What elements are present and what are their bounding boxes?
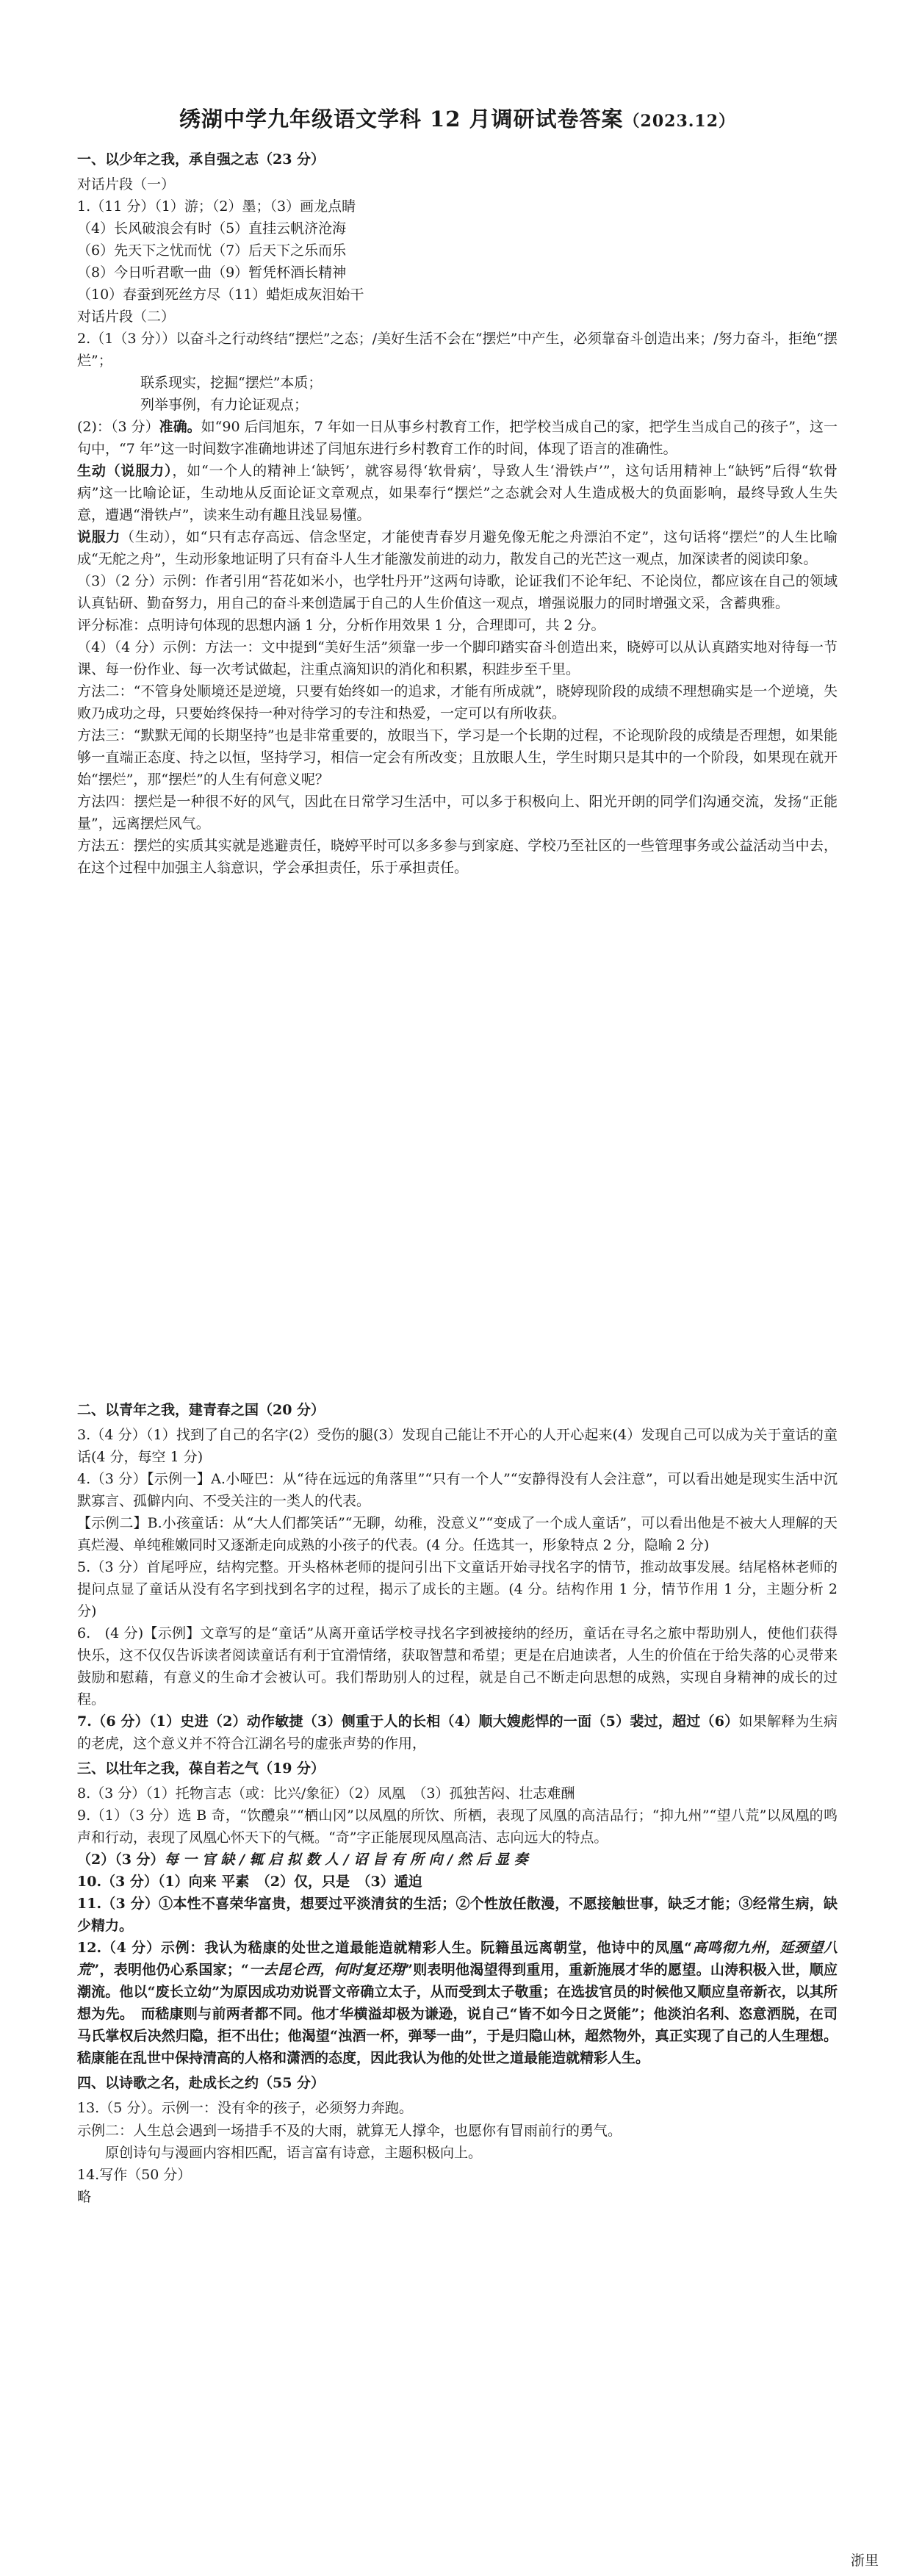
answer-paragraph: 4.（3 分）【示例一】A.小哑巴：从“待在远远的角落里”“只有一个人”“安静得没有人会注意”，可以看出她是现实生活中沉默寡言、孤僻内向、不受关注的一类人的代表。	[77, 1471, 838, 1510]
answer-paragraph: 方法三：“默默无闻的长期坚持”也是非常重要的，放眼当下，学习是一个长期的过程，不论现阶段的成绩是否理想，如果能够一直端正态度、持之以恒，坚持学习，相信一定会有所改变；且放眼人生，学生时期只是其中的一个阶段，如果现在就开始“摆烂”，那“摆烂”的人生有何意义呢？	[77, 727, 838, 788]
poem-quote: 一去昆仑西，何时复还翔	[248, 1962, 406, 1979]
answer-paragraph	[77, 416, 838, 460]
answer-line: （10）春蚕到死丝方尽（11）蜡炬成灰泪始干	[77, 286, 364, 303]
answer-paragraph: 略	[77, 2188, 92, 2205]
title-main: 绣湖中学九年级语文学科 12 月调研试卷答案	[179, 107, 624, 132]
answer-sheet-bottom	[77, 1396, 838, 2208]
dialogue-label: 对话片段（一）	[77, 176, 176, 193]
answer-text: ，如“一个人的精神上‘缺钙’，就容易得‘软骨病’，导致人生‘滑铁卢’”，这句话用精神上“缺钙”后得“软骨病”这一比喻论证，生动地从反面论证文章观点，如果奉行“摆烂”之态就会对人生造成极大的负面影响，最终导致人生失意，遭遇“滑铁卢”，读来生动有趣且浅显易懂。	[77, 463, 838, 524]
poem-quote: 高鸣彻九州，延颈望八荒	[77, 1940, 838, 1979]
answer-paragraph: （4）（4 分）示例：方法一：文中提到“美好生活”须靠一步一个脚印踏实奋斗创造出来，晓婷可以从认真踏实地对待每一节课、每一份作业、每一次考试做起，注重点滴知识的消化和积累，积跬步至千里。	[77, 639, 838, 678]
answer-text: 12.（4 分）示例：我认为嵇康的处世之道最能造就精彩人生。阮籍虽远离朝堂，他诗中的凤凰“	[77, 1940, 693, 1957]
answer-paragraph	[77, 526, 838, 570]
section-heading: 三、以壮年之我，葆自若之气（19 分）	[77, 1760, 325, 1777]
answer-line: （6）先天下之忧而忧（7）后天下之乐而乐	[77, 242, 347, 259]
answer-paragraph	[77, 1937, 838, 2069]
title-date: （2023.12）	[623, 112, 736, 131]
answer-text: ”，表明他仍心系国家；“	[91, 1962, 249, 1979]
answer-paragraph: 8.（3 分）（1）托物言志（或：比兴/象征）（2）凤凰 （3）孤独苦闷、壮志难酬	[77, 1785, 575, 1802]
answer-paragraph	[77, 1849, 838, 1871]
answer-paragraph: 方法四：摆烂是一种很不好的风气，因此在日常学习生活中，可以多于积极向上、阳光开朗的同学们沟通交流，发扬“正能量”，远离摆烂风气。	[77, 794, 838, 832]
answer-line: （4）长风破浪会有时（5）直挂云帆济沧海	[77, 220, 347, 237]
answer-line: 1.（11 分）（1）游；（2）墨；（3）画龙点睛	[77, 198, 356, 215]
answer-paragraph: 原创诗句与漫画内容相匹配，语言富有诗意，主题积极向上。	[105, 2144, 483, 2161]
answer-paragraph: 3.（4 分）（1）找到了自己的名字(2）受伤的腿(3）发现自己能让不开心的人开心起来(4）发现自己可以成为关于童话的童话(4 分，每空 1 分)	[77, 1427, 838, 1466]
answer-line: 联系现实，挖掘“摆烂”本质；	[140, 374, 323, 391]
footer-mark: 浙里	[850, 2552, 879, 2569]
answer-lead: (2)：（3 分）	[77, 419, 159, 435]
answer-keyword: 说服力	[77, 529, 121, 546]
answer-paragraph: 11.（3 分）①本性不喜荣华富贵，想要过平淡清贫的生活；②个性放任散漫，不愿接触世事，缺乏才能；③经常生病，缺少精力。	[77, 1896, 838, 1935]
answer-paragraph: 9.（1）（3 分）选 B 奇，“饮醴泉”“栖山冈”以凤凰的所饮、所栖，表现了凤凰的高洁品行；“抑九州”“望八荒”以凤凰的鸣声和行动，表现了凤凰心怀天下的气概。“奇”字正能展现凤凰高洁、志向远大的特点。	[77, 1807, 838, 1846]
answer-text: 如“90 后闫旭东，7 年如一日从事乡村教育工作，把学校当成自己的家，把学生当成自己的孩子”，这一句中，“7 年”这一时间数字准确地讲述了闫旭东进行乡村教育工作的时间，体现了语言的准确性。	[77, 419, 838, 458]
answer-paragraph: 5.（3 分）首尾呼应，结构完整。开头格林老师的提问引出下文童话开始寻找名字的情节，推动故事发展。结尾格林老师的提问点显了童话从没有名字到找到名字的过程，揭示了成长的主题。(4 分。结构作用 1 分，情节作用 1 分，主题分析 2 分)	[77, 1559, 838, 1620]
answer-paragraph: 10.（3 分）（1）向来 平素 （2）仅，只是 （3）遁迫	[77, 1874, 422, 1890]
answer-text: 如果解释为生病的老虎，这个意义并不符合江湖名号的虚张声势的作用，	[77, 1713, 838, 1752]
answer-line: 列举事例，有力论证观点；	[140, 396, 309, 413]
answer-paragraph: 14.写作（50 分）	[77, 2166, 192, 2183]
section-heading: 二、以青年之我，建青春之国（20 分）	[77, 1402, 325, 1418]
answer-paragraph: 方法五：摆烂的实质其实就是逃避责任，晓婷平时可以多多参与到家庭、学校乃至社区的一些管理事务或公益活动当中去，在这个过程中加强主人翁意识，学会承担责任，乐于承担责任。	[77, 838, 838, 877]
answer-paragraph	[77, 460, 838, 526]
answer-lead: （2）（3 分）	[77, 1852, 165, 1868]
answer-paragraph: 6. (4 分)【示例】文章写的是“童话”从离开童话学校寻找名字到被接纳的经历，童话在寻名之旅中帮助别人，使他们获得快乐，这不仅仅告诉读者阅读童话有利于宜滑情绪，获取智慧和希望；更是在启迪读者，人生的价值在于给失落的心灵带来鼓励和慰藉，有意义的生命才会被认可。我们帮助别人的过程，就是自己不断走向思想的成熟，实现自身精神的成长的过程。	[77, 1625, 838, 1708]
answer-paragraph: （3）（2 分）示例：作者引用“苔花如米小，也学牡丹开”这两句诗歌，论证我们不论年纪、不论岗位，都应该在自己的领域认真钻研、勤奋努力，用自己的奋斗来创造属于自己的人生价值这一观点，增强说服力的同时增强文采，含蓄典雅。	[77, 573, 838, 612]
answer-text: （生动），如“只有志存高远、信念坚定，才能使青春岁月避免像无舵之舟漂泊不定”，这句话将“摆烂”的人生比喻成“无舵之舟”，生动形象地证明了只有奋斗人生才能激发前进的动力，散发自己的光芒这一观点，加深读者的阅读印象。	[77, 529, 838, 568]
answer-line: （8）今日听君歌一曲（9）暂凭杯酒长精神	[77, 264, 347, 281]
dialogue-label: 对话片段（二）	[77, 308, 176, 325]
answer-text: 每 一 官 缺 / 辄 启 拟 数 人 / 诏 旨 有 所 向 / 然 后 显 奏	[164, 1852, 528, 1868]
answer-paragraph: 13.（5 分）。示例一：没有伞的孩子，必须努力奔跑。	[77, 2100, 413, 2117]
answer-paragraph: 示例二：人生总会遇到一场措手不及的大雨，就算无人撑伞，也愿你有冒雨前行的勇气。	[77, 2122, 622, 2139]
answer-paragraph	[77, 1710, 838, 1755]
section-heading: 一、以少年之我，承自强之志（23 分）	[77, 151, 325, 168]
section-heading: 四、以诗歌之名，赴成长之约（55 分）	[77, 2075, 325, 2092]
answer-keyword: 7.（6 分）（1）史进（2）动作敏捷（3）侧重于人的长相（4）顺大嫂彪悍的一面（5）裴过，超过（6）	[77, 1713, 739, 1730]
answer-keyword: 准确。	[159, 419, 201, 435]
page-title	[77, 103, 838, 137]
answer-keyword: 生动（说服力）	[77, 463, 173, 480]
answer-text: ”则表明他渴望得到重用，重新施展才华的愿望。山涛积极入世，顺应潮流。他以“废长立幼”为原因成功劝说晋文帝确立太子，从而受到太子敬重；在选拔官员的时候他又顺应皇帝新衣，以其所想为先。 而嵇康则与前两者都不同。他才华横溢却极为谦逊，说自己“皆不如今日之贤能”；他淡泊名利、恣意洒脱，在司马氏掌权后决然归隐，拒不出仕；他渴望“浊酒一杯，弹琴一曲”，于是归隐山林，超然物外，真正实现了自己的人生理想。嵇康能在乱世中保持清高的人格和潇洒的态度，因此我认为他的处世之道最能造就精彩人生。	[77, 1962, 838, 2067]
answer-line: 2.（1（3 分））以奋斗之行动终结“摆烂”之态；/美好生活不会在“摆烂”中产生，必须靠奋斗创造出来；/努力奋斗，拒绝“摆烂”；	[77, 330, 838, 369]
answer-paragraph: 方法二：“不管身处顺境还是逆境，只要有始终如一的追求，才能有所成就”，晓婷现阶段的成绩不理想确实是一个逆境，失败乃成功之母，只要始终保持一种对待学习的专注和热爱，一定可以有所收获。	[77, 683, 838, 722]
answer-sheet-top	[77, 103, 838, 879]
answer-paragraph: 【示例二】B.小孩童话：从“大人们都笑话”“无聊，幼稚，没意义”“变成了一个成人童话”，可以看出他是不被大人理解的天真烂漫、单纯稚嫩同时又逐渐走向成熟的小孩子的代表。(4 分。任选其一，形象特点 2 分，隐喻 2 分)	[77, 1515, 838, 1554]
answer-paragraph: 评分标准：点明诗句体现的思想内涵 1 分，分析作用效果 1 分，合理即可，共 2 分。	[77, 617, 605, 634]
